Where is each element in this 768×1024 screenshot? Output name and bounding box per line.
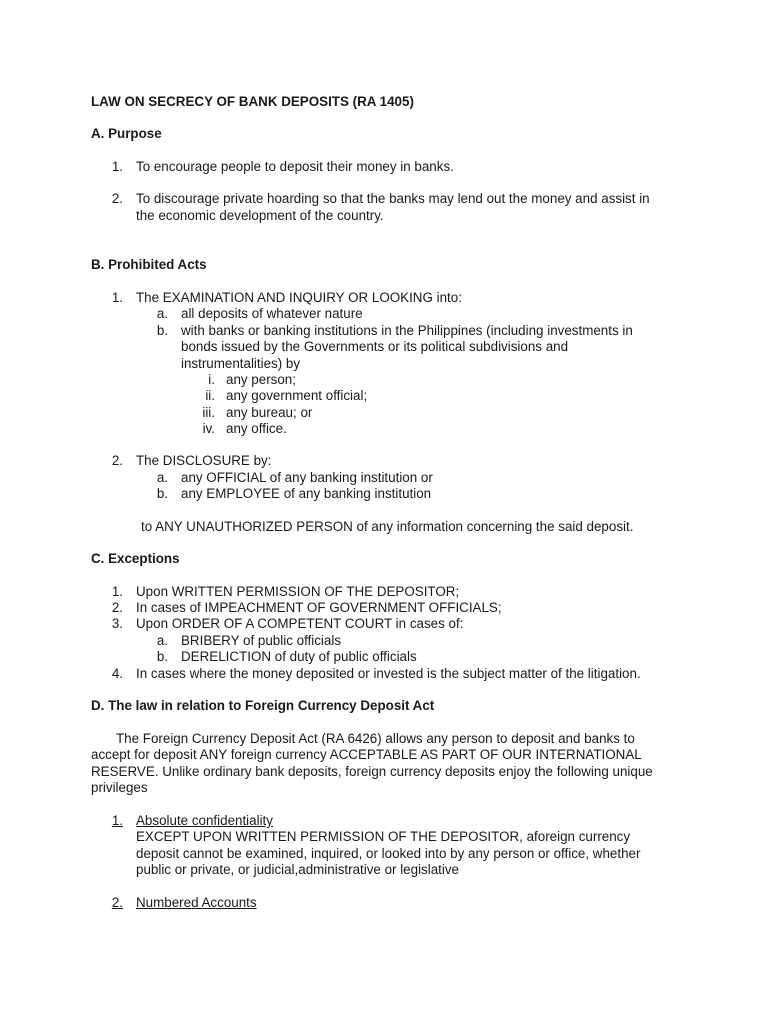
- sub-letter: b.: [156, 649, 168, 664]
- list-number: 1.: [111, 813, 123, 828]
- list-number: 2.: [111, 895, 123, 910]
- list-item-text: In cases where the money deposited or invested is the subject matter of the litigation.: [136, 666, 641, 681]
- list-number: 1.: [111, 584, 123, 599]
- sub-item-text: bonds issued by the Governments or its political subdivisions and: [181, 339, 569, 354]
- list-number: 2.: [111, 191, 123, 206]
- roman-numeral: ii.: [205, 388, 215, 403]
- section-c-heading: C. Exceptions: [91, 551, 180, 566]
- paragraph-line: deposit cannot be examined, inquired, or looked into by any person or office, whether: [136, 846, 641, 861]
- sub-letter: b.: [156, 486, 168, 501]
- closing-text: to ANY UNAUTHORIZED PERSON of any information concerning the said deposit.: [141, 519, 634, 534]
- roman-numeral: iv.: [202, 421, 215, 436]
- sub-letter: b.: [156, 323, 168, 338]
- paragraph-line: accept for deposit ANY foreign currency ACCEPTABLE AS PART OF OUR INTERNATIONAL: [91, 747, 642, 762]
- sub-item-text: BRIBERY of public officials: [181, 633, 342, 648]
- paragraph-line: public or private, or judicial,administrative or legislative: [136, 862, 460, 877]
- list-number: 3.: [111, 616, 123, 631]
- sub-item-text: instrumentalities) by: [181, 356, 301, 371]
- paragraph-line: EXCEPT UPON WRITTEN PERMISSION OF THE DEPOSITOR, aforeign currency: [136, 829, 631, 844]
- sub-sub-item-text: any office.: [226, 421, 287, 436]
- sub-sub-item-text: any bureau; or: [226, 405, 313, 420]
- sub-sub-item-text: any person;: [226, 372, 296, 387]
- roman-numeral: iii.: [202, 405, 215, 420]
- list-item-text: Upon ORDER OF A COMPETENT COURT in cases of:: [136, 616, 464, 631]
- list-item-text: In cases of IMPEACHMENT OF GOVERNMENT OFFICIALS;: [136, 600, 502, 615]
- list-number: 2.: [111, 600, 123, 615]
- paragraph-line: privileges: [91, 780, 148, 795]
- list-item-text: To discourage private hoarding so that the banks may lend out the money and assist in: [136, 191, 650, 206]
- list-number: 1.: [111, 290, 123, 305]
- sub-item-text: with banks or banking institutions in the Philippines (including investments in: [181, 323, 633, 338]
- list-item-text: the economic development of the country.: [136, 208, 384, 223]
- list-item-text: The EXAMINATION AND INQUIRY OR LOOKING into:: [136, 290, 462, 305]
- sub-item-text: any EMPLOYEE of any banking institution: [181, 486, 432, 501]
- list-item-text: The DISCLOSURE by:: [136, 453, 272, 468]
- sub-item-text: DERELICTION of duty of public officials: [181, 649, 417, 664]
- paragraph-line: RESERVE. Unlike ordinary bank deposits, foreign currency deposits enjoy the following unique: [91, 764, 653, 779]
- sub-sub-item-text: any government official;: [226, 388, 368, 403]
- sub-letter: a.: [156, 633, 168, 648]
- document-title: LAW ON SECRECY OF BANK DEPOSITS (RA 1405): [91, 94, 414, 109]
- subsection-title: Absolute confidentiality: [136, 813, 273, 828]
- subsection-title: Numbered Accounts: [136, 895, 257, 910]
- section-b-heading: B. Prohibited Acts: [91, 257, 207, 272]
- sub-item-text: all deposits of whatever nature: [181, 306, 363, 321]
- sub-item-text: any OFFICIAL of any banking institution or: [181, 470, 433, 485]
- list-item-text: Upon WRITTEN PERMISSION OF THE DEPOSITOR;: [136, 584, 460, 599]
- sub-letter: a.: [156, 306, 168, 321]
- section-a-heading: A. Purpose: [91, 126, 162, 141]
- section-d-heading: D. The law in relation to Foreign Currency Deposit Act: [91, 698, 435, 713]
- paragraph-line: The Foreign Currency Deposit Act (RA 6426) allows any person to deposit and banks to: [116, 731, 635, 746]
- roman-numeral: i.: [208, 372, 215, 387]
- list-number: 2.: [111, 453, 123, 468]
- sub-letter: a.: [156, 470, 168, 485]
- list-number: 1.: [111, 159, 123, 174]
- list-number: 4.: [111, 666, 123, 681]
- list-item-text: To encourage people to deposit their money in banks.: [136, 159, 454, 174]
